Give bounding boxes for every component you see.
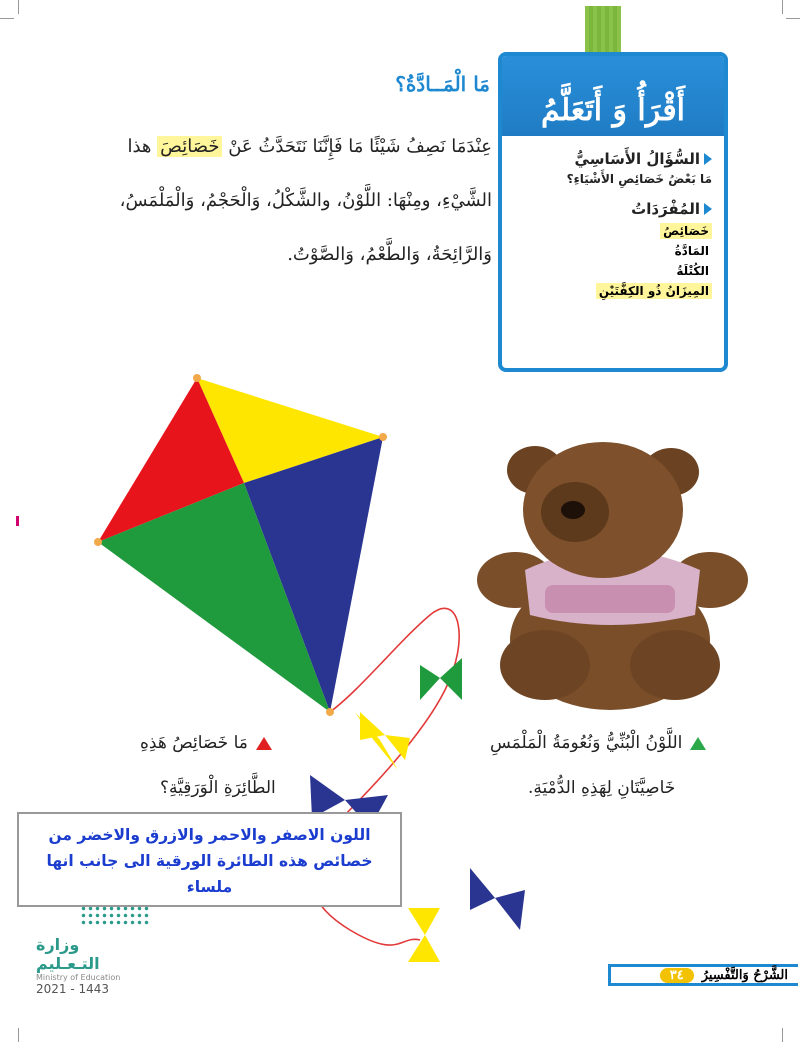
ministry-name-en: Ministry of Education	[36, 973, 121, 982]
learn-box	[498, 52, 728, 372]
essential-question-text: مَا بَعْضُ خَصَائِصِ الأَشْيَاءِ؟	[566, 172, 712, 186]
triangle-bullet-icon	[704, 153, 712, 165]
bear-caption-line: اللَّوْنُ الْبُنِّيُّ وَنُعُومَةُ الْمَلْمَسِ	[490, 733, 683, 753]
highlighted-term: خَصَائِصَ	[157, 136, 222, 157]
answer-line: اللون الاصفر والاحمر والازرق والاخضر من	[48, 826, 371, 844]
vocab-item: المَادَّةُ	[674, 244, 709, 258]
crop-mark	[782, 0, 783, 14]
page-number: ٣٤	[660, 968, 694, 983]
ministry-name-ar: وزارة التـعـليم	[36, 935, 100, 973]
triangle-bullet-icon	[256, 737, 272, 750]
ministry-logo-dots	[80, 905, 150, 927]
bear-caption-line2: خَاصِيَّتَانِ لِهَذِهِ الدُّمْيَةِ.	[528, 778, 676, 798]
answer-text-box[interactable]	[17, 812, 402, 907]
vocab-item: المِيزَانُ ذُو الكِفَّتَيْنِ	[514, 284, 712, 298]
essential-question-heading	[514, 150, 712, 168]
answer-line: خصائص هذه الطائرة الورقية الى جانب انها	[46, 852, 373, 870]
crop-mark	[0, 18, 14, 19]
bear-caption	[490, 733, 706, 753]
vocabulary-heading	[514, 200, 712, 218]
page-footer-bar	[608, 964, 798, 986]
vocab-item: خَصَائِصُ	[514, 224, 712, 238]
crop-mark	[782, 1028, 783, 1042]
essential-question-label: السُّؤَالُ الأَسَاسِيُّ	[574, 150, 700, 168]
triangle-bullet-icon	[690, 737, 706, 750]
edition-year: 2021 - 1443	[36, 982, 110, 996]
crop-mark	[786, 18, 800, 19]
answer-line: ملساء	[186, 878, 233, 896]
crop-mark	[18, 0, 19, 14]
section-label: الشَّرْحُ وَالتَّفْسِيرُ	[701, 967, 788, 983]
vocabulary-label: المُفْرَدَاتُ	[631, 200, 700, 218]
learn-box-title: أَقْرَأُ وَ أَتَعَلَّمُ	[502, 56, 724, 136]
kite-question-line: مَا خَصَائِصُ هَذِهِ	[140, 733, 248, 753]
teddy-bear-image	[475, 440, 755, 720]
ministry-logo	[36, 935, 146, 996]
lesson-heading: مَا الْمَــادَّةُ؟	[395, 72, 490, 96]
kite-question-line2: الطَّائِرَةِ الْوَرَقِيَّةِ؟	[160, 778, 276, 798]
triangle-bullet-icon	[704, 203, 712, 215]
crop-mark	[18, 1028, 19, 1042]
lesson-paragraph: عِنْدَمَا نَصِفُ شَيْئًا مَا فَإِنَّنَا نَتَحَدَّثُ عَنْ خَصَائِصَ هذا الشَّيْءِ، ومِنْهَا: اللَّوْنُ، والشَّكْلُ، وَالْحَجْمُ، وَالْمَلْمَسُ، وَالرَّائِحَةُ، وَالطَّعْمُ، وَالصَّوْتُ.	[119, 136, 492, 265]
vocab-item: الكُتْلَةُ	[676, 264, 709, 278]
kite-question	[140, 733, 272, 753]
